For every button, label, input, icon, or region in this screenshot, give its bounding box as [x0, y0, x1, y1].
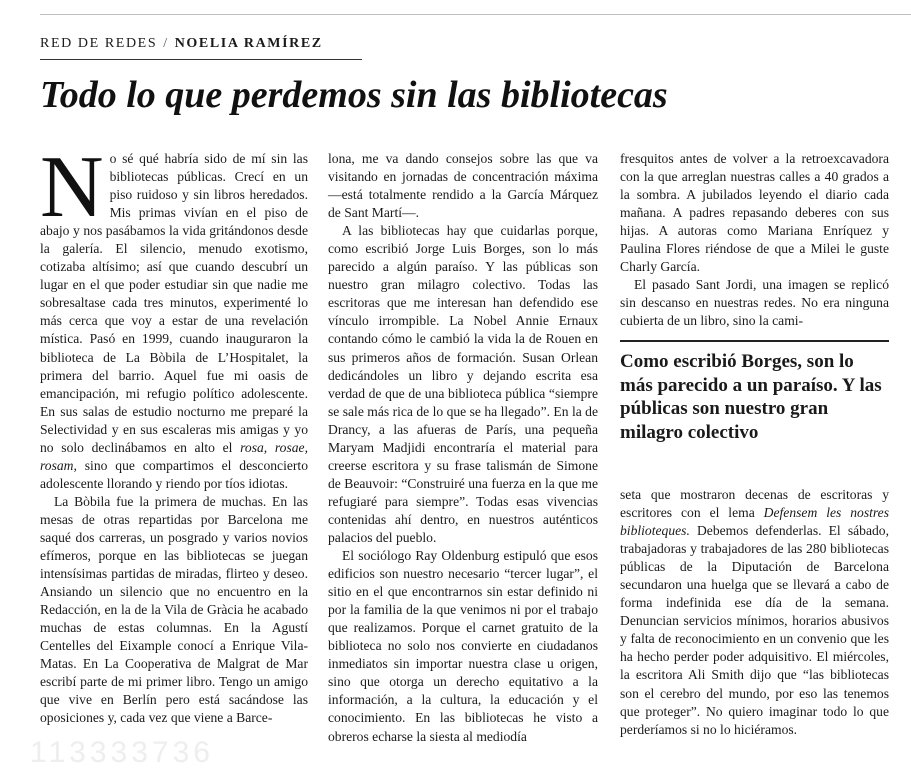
section-name: RED DE REDES	[40, 36, 158, 51]
body-column-2	[328, 150, 598, 746]
paragraph: A las bibliotecas hay que cuidarlas porque, como escribió Jorge Luis Borges, son lo más parecido a algún paraíso. Y las públicas son nuestro gran milagro colectivo. Todas las escritoras que me interesan han defendido ese vínculo irrompible. La Nobel Annie Ernaux contando cómo le cambió la vida la de Rouen en sus primeros años de formación. Susan Orlean dedicándoles un libro y dejando escrita esa verdad de que de una biblioteca pública “siempre se sale más rica de lo que se ha llegado”. En la de Drancy, a las afueras de París, una pequeña Maryam Madjidi encontraría el material para creerse escritora y su frase talismán de Simone de Beauvoir: “Construiré una fuerza en la que me refugiaré para siempre”. Todas esas vivencias contenidas ahí dentro, en nuestros auténticos palacios del pueblo.	[328, 223, 598, 545]
top-rule	[40, 14, 911, 15]
byline-rule	[40, 59, 362, 60]
body-column-1	[40, 139, 308, 728]
paragraph-text: Debemos defenderlas. El sábado, trabajadoras y trabajadores de las 280 bibliotecas públicas de la Diputación de Barcelona secundaron una huelga que se llevará a cabo de forma indefinida ese día de la semana. Denuncian servicios mínimos, horarios abusivos y falta de reconocimiento en un convenio que les ha hecho perder poder adquisitivo. El miércoles, la escritora Ali Smith dijo que “las bibliotecas son el cerebro del mundo, por eso las tenemos que proteger”. No quiero imaginar todo lo que perderíamos si no lo hiciéramos.	[620, 523, 889, 737]
paragraph-text: seta que mostraron decenas de escritoras y escritores con el lema	[620, 487, 889, 521]
paragraph: El pasado Sant Jordi, una imagen se replicó sin descanso en nuestras redes. No era ninguna cubierta de un libro, sino la cami-	[620, 277, 889, 329]
byline	[40, 36, 323, 52]
scan-watermark: 113333736	[30, 736, 214, 769]
paragraph-text: o sé qué habría sido de mí sin las bibliotecas públicas. Crecí en un piso ruidoso y sin libros heredados. Mis primas vivían en el piso de abajo y nos pasábamos la vida gritándonos desde la galería. El silencio, menudo exotismo, cotizaba altísimo; así que cuando descubrí un lugar en el que poder estudiar sin que nadie me sobresaltase cada tres minutos, experimenté lo más cerca que voy a estar de una revelación mística. Pasó en 1999, cuando inauguraron la biblioteca de La Bòbila de L’Hospitalet, la primera del barrio. Aquel fue mi oasis de emancipación, mi refugio político adolescente. En sus salas de estudio nocturno me preparé la Selectividad y en sus escaleras mis amigas y yo no solo declinábamos en alto el	[40, 151, 308, 455]
paragraph	[620, 486, 889, 739]
author-name: NOELIA RAMÍREZ	[174, 36, 323, 51]
latin-phrase: rosa, rosae, rosam,	[40, 439, 308, 473]
headline: Todo lo que perdemos sin las bibliotecas	[40, 74, 668, 116]
pull-quote: Como escribió Borges, son lo más parecido a un paraíso. Y las públicas son nuestro gran milagro colectivo	[620, 351, 882, 443]
paragraph: El sociólogo Ray Oldenburg estipuló que esos edificios son nuestro necesario “tercer lugar”, el sitio en el que encontrarnos sin estar definido ni por la familia de la que venimos ni por el trabajo que realizamos. Porque el carnet gratuito de la biblioteca no solo nos convierte en ciudadanos inmediatos sin importar nuestra clase u origen, sino que otorga un derecho equitativo a la información, a la cultura, la educación y el conocimiento. En las bibliotecas he visto a obreros echarse la siesta al mediodía	[328, 548, 598, 744]
paragraph: lona, me va dando consejos sobre las que va visitando en jornadas de concentración máxima —está totalmente rendido a la García Márquez de Sant Martí—.	[328, 151, 598, 221]
paragraph	[40, 139, 308, 493]
paragraph: La Bòbila fue la primera de muchas. En las mesas de otras repartidas por Barcelona me saqué dos carreras, un posgrado y varios novios efímeros, porque en las bibliotecas se juegan intensísimas partidas de miradas, flirteo y deseo. Ansiando un silencio que no encuentro en la Redacción, en la de la Vila de Gràcia he acabado muchas de estas columnas. En la Agustí Centelles del Eixample conocí a Enrique Vila-Matas. En La Cooperativa de Malgrat de Mar escribí parte de mi primer libro. Tengo un amigo que vive en Berlín pero está sacándose las oposiciones y, cada vez que viene a Barce-	[40, 493, 308, 726]
pull-quote-rule	[620, 340, 889, 342]
byline-separator: /	[163, 36, 169, 51]
slogan: Defensem les nostres biblioteques.	[620, 505, 889, 539]
body-column-3-top	[620, 150, 889, 330]
paragraph: fresquitos antes de volver a la retroexcavadora con la que arreglan nuestras calles a 40 grados a la sombra. A jubilados leyendo el diario cada mañana. A padres repasando deberes con sus hijas. A autoras como Mariana Enríquez y Paulina Flores riéndose de que a Milei le guste Charly García.	[620, 151, 889, 275]
drop-cap: N	[40, 139, 104, 236]
paragraph-text: sino que compartimos el desconcierto adolescente llorando y riendo por tíos idiotas.	[40, 457, 308, 491]
body-column-3-bottom	[620, 486, 889, 739]
